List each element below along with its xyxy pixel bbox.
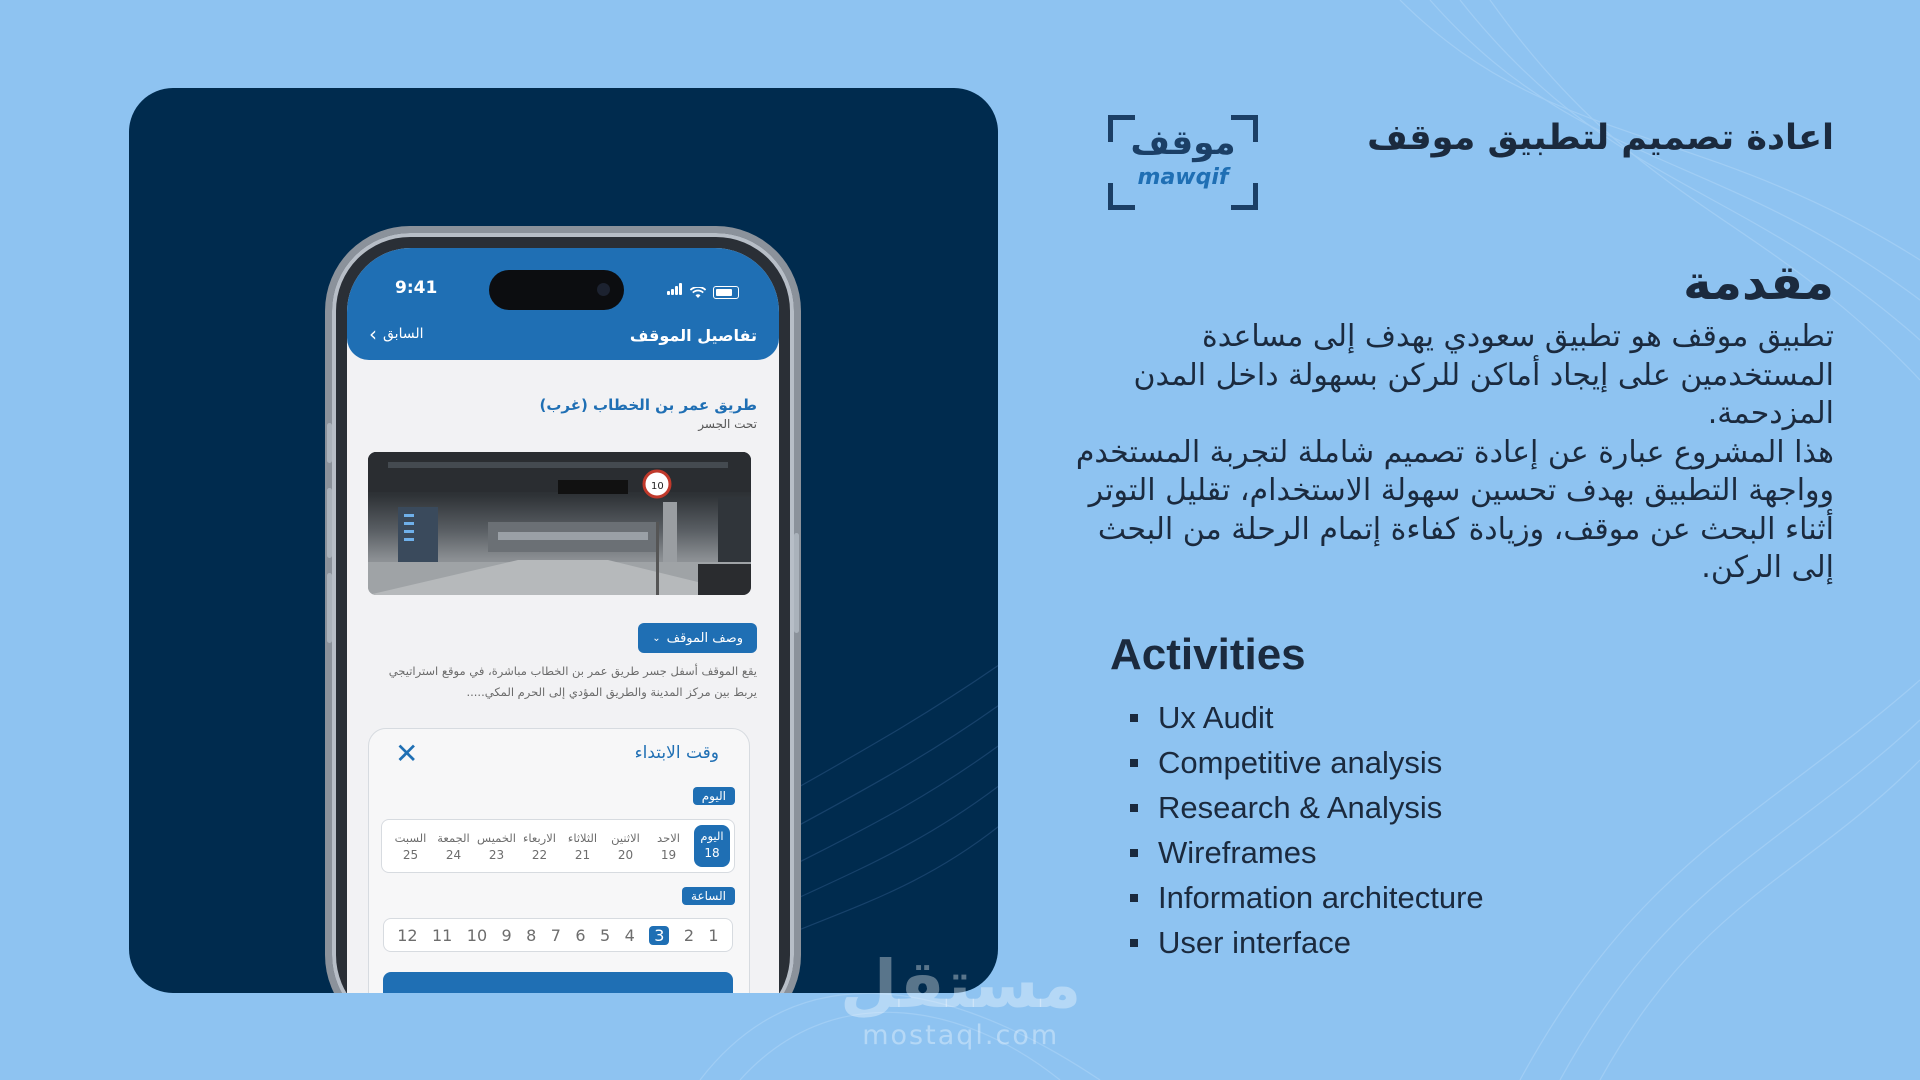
watermark-latin: mostaql.com	[862, 1020, 1060, 1051]
bullet-icon	[1130, 849, 1138, 857]
watermark-arabic: مستقل	[840, 946, 1082, 1023]
activity-label: Competitive analysis	[1158, 745, 1443, 780]
hour-selector	[383, 918, 733, 952]
phone-showcase-card	[129, 88, 998, 993]
logo-arabic: موقف	[1130, 123, 1236, 163]
svg-text:10: 10	[651, 481, 664, 492]
hour-option[interactable]: 5	[599, 925, 611, 945]
confirm-button[interactable]	[383, 972, 733, 993]
activity-label: Wireframes	[1158, 835, 1317, 870]
signal-icon	[667, 280, 683, 299]
start-time-picker	[368, 728, 750, 993]
day-name: الثلاثاء	[567, 830, 598, 845]
day-number: 20	[617, 847, 634, 862]
list-item	[1130, 740, 1484, 785]
phone-volume-down	[327, 573, 332, 643]
chevron-left-icon: ‹	[369, 322, 377, 346]
back-button[interactable]	[369, 322, 424, 346]
day-option[interactable]	[389, 831, 432, 862]
activities-heading: Activities	[1110, 630, 1306, 679]
phone-mute-switch	[327, 423, 332, 463]
list-item	[1130, 875, 1484, 920]
battery-icon	[713, 286, 739, 299]
location-description-text: يقع الموقف أسفل جسر طريق عمر بن الخطاب مباشرة، في موقع استراتيجي يربط بين مركز المدينة والطريق المؤدي إلى الحرم المكي.....	[388, 664, 757, 699]
location-description-button[interactable]	[638, 623, 757, 653]
mostaql-watermark	[840, 946, 1082, 1051]
list-item	[1130, 695, 1484, 740]
hour-option[interactable]: 11	[431, 925, 453, 945]
day-name: الجمعة	[437, 830, 470, 845]
description-label: وصف الموقف	[666, 630, 743, 646]
camera-icon	[597, 283, 610, 296]
parking-photo	[368, 452, 751, 595]
hour-option[interactable]: 12	[397, 925, 418, 945]
page-title: اعادة تصميم لتطبيق موقف	[1367, 118, 1834, 158]
day-number: 21	[574, 847, 591, 862]
day-option[interactable]	[432, 831, 475, 862]
hour-option[interactable]: 10	[466, 925, 488, 945]
activity-label: Information architecture	[1158, 880, 1484, 915]
picker-title: وقت الابتداء	[634, 743, 719, 763]
mawqif-logo	[1108, 115, 1258, 210]
bullet-icon	[1130, 714, 1138, 722]
list-item	[1130, 830, 1484, 875]
hour-option[interactable]: 8	[526, 925, 537, 945]
close-icon[interactable]: ✕	[395, 737, 419, 770]
hour-option-selected[interactable]: 3	[649, 926, 669, 945]
bullet-icon	[1130, 804, 1138, 812]
screen-title: تفاصيل الموقف	[629, 326, 757, 345]
day-number: 23	[488, 847, 505, 862]
activity-label: User interface	[1158, 925, 1351, 960]
bullet-icon	[1130, 759, 1138, 767]
day-option[interactable]	[647, 831, 690, 862]
day-name: اليوم	[700, 829, 724, 843]
activity-label: Ux Audit	[1158, 700, 1274, 735]
hour-option[interactable]: 6	[575, 925, 586, 945]
phone-mockup	[332, 233, 794, 993]
day-name: الاحد	[657, 830, 680, 845]
day-option[interactable]	[475, 831, 518, 862]
back-label: السابق	[383, 326, 424, 342]
status-icons	[667, 280, 739, 299]
day-option-selected[interactable]	[694, 825, 730, 867]
status-time: 9:41	[395, 278, 438, 298]
bullet-icon	[1130, 894, 1138, 902]
intro-heading: مقدمة	[1683, 255, 1834, 311]
day-name: الاثنين	[611, 830, 640, 845]
day-chip: اليوم	[693, 787, 735, 805]
bullet-icon	[1130, 939, 1138, 947]
day-number: 18	[704, 846, 720, 860]
location-name: طريق عمر بن الخطاب (غرب)	[539, 396, 757, 414]
hour-option[interactable]: 2	[683, 925, 694, 945]
day-name: الخميس	[477, 830, 516, 845]
location-subtitle: تحت الجسر	[698, 417, 757, 431]
logo-latin: mawqif	[1137, 165, 1229, 190]
hour-option[interactable]: 1	[708, 925, 719, 945]
chevron-double-down-icon: ⌄	[652, 632, 661, 644]
intro-text	[1074, 318, 1834, 588]
day-number: 22	[531, 847, 548, 862]
day-number: 19	[660, 847, 677, 862]
hour-option[interactable]: 7	[550, 925, 561, 945]
activity-label: Research & Analysis	[1158, 790, 1443, 825]
phone-volume-up	[327, 488, 332, 558]
day-name: السبت	[394, 830, 427, 845]
hour-chip: الساعة	[682, 887, 735, 905]
list-item	[1130, 920, 1484, 965]
phone-power-button	[794, 533, 799, 633]
day-number: 25	[402, 847, 419, 862]
intro-paragraph-2: هذا المشروع عبارة عن إعادة تصميم شاملة لتجربة المستخدم وواجهة التطبيق بهدف تحسين سهولة الاستخدام، تقليل التوتر أثناء البحث عن موقف، وزيادة كفاءة إتمام الرحلة من البحث إلى الركن.	[1075, 434, 1834, 585]
wifi-icon	[690, 287, 706, 299]
dynamic-island	[489, 270, 624, 310]
activities-list	[1130, 695, 1484, 965]
day-selector	[381, 819, 735, 873]
day-number: 24	[445, 847, 462, 862]
phone-screen	[347, 248, 779, 993]
day-option[interactable]	[604, 831, 647, 862]
day-option[interactable]	[518, 831, 561, 862]
app-header	[347, 248, 779, 360]
hour-option[interactable]: 9	[501, 925, 512, 945]
day-name: الاربعاء	[523, 830, 556, 845]
hour-option[interactable]: 4	[624, 925, 635, 945]
day-option[interactable]	[561, 831, 604, 862]
list-item	[1130, 785, 1484, 830]
intro-paragraph-1: تطبيق موقف هو تطبيق سعودي يهدف إلى مساعدة المستخدمين على إيجاد أماكن للركن بسهولة داخل المدن المزدحمة.	[1133, 319, 1834, 431]
